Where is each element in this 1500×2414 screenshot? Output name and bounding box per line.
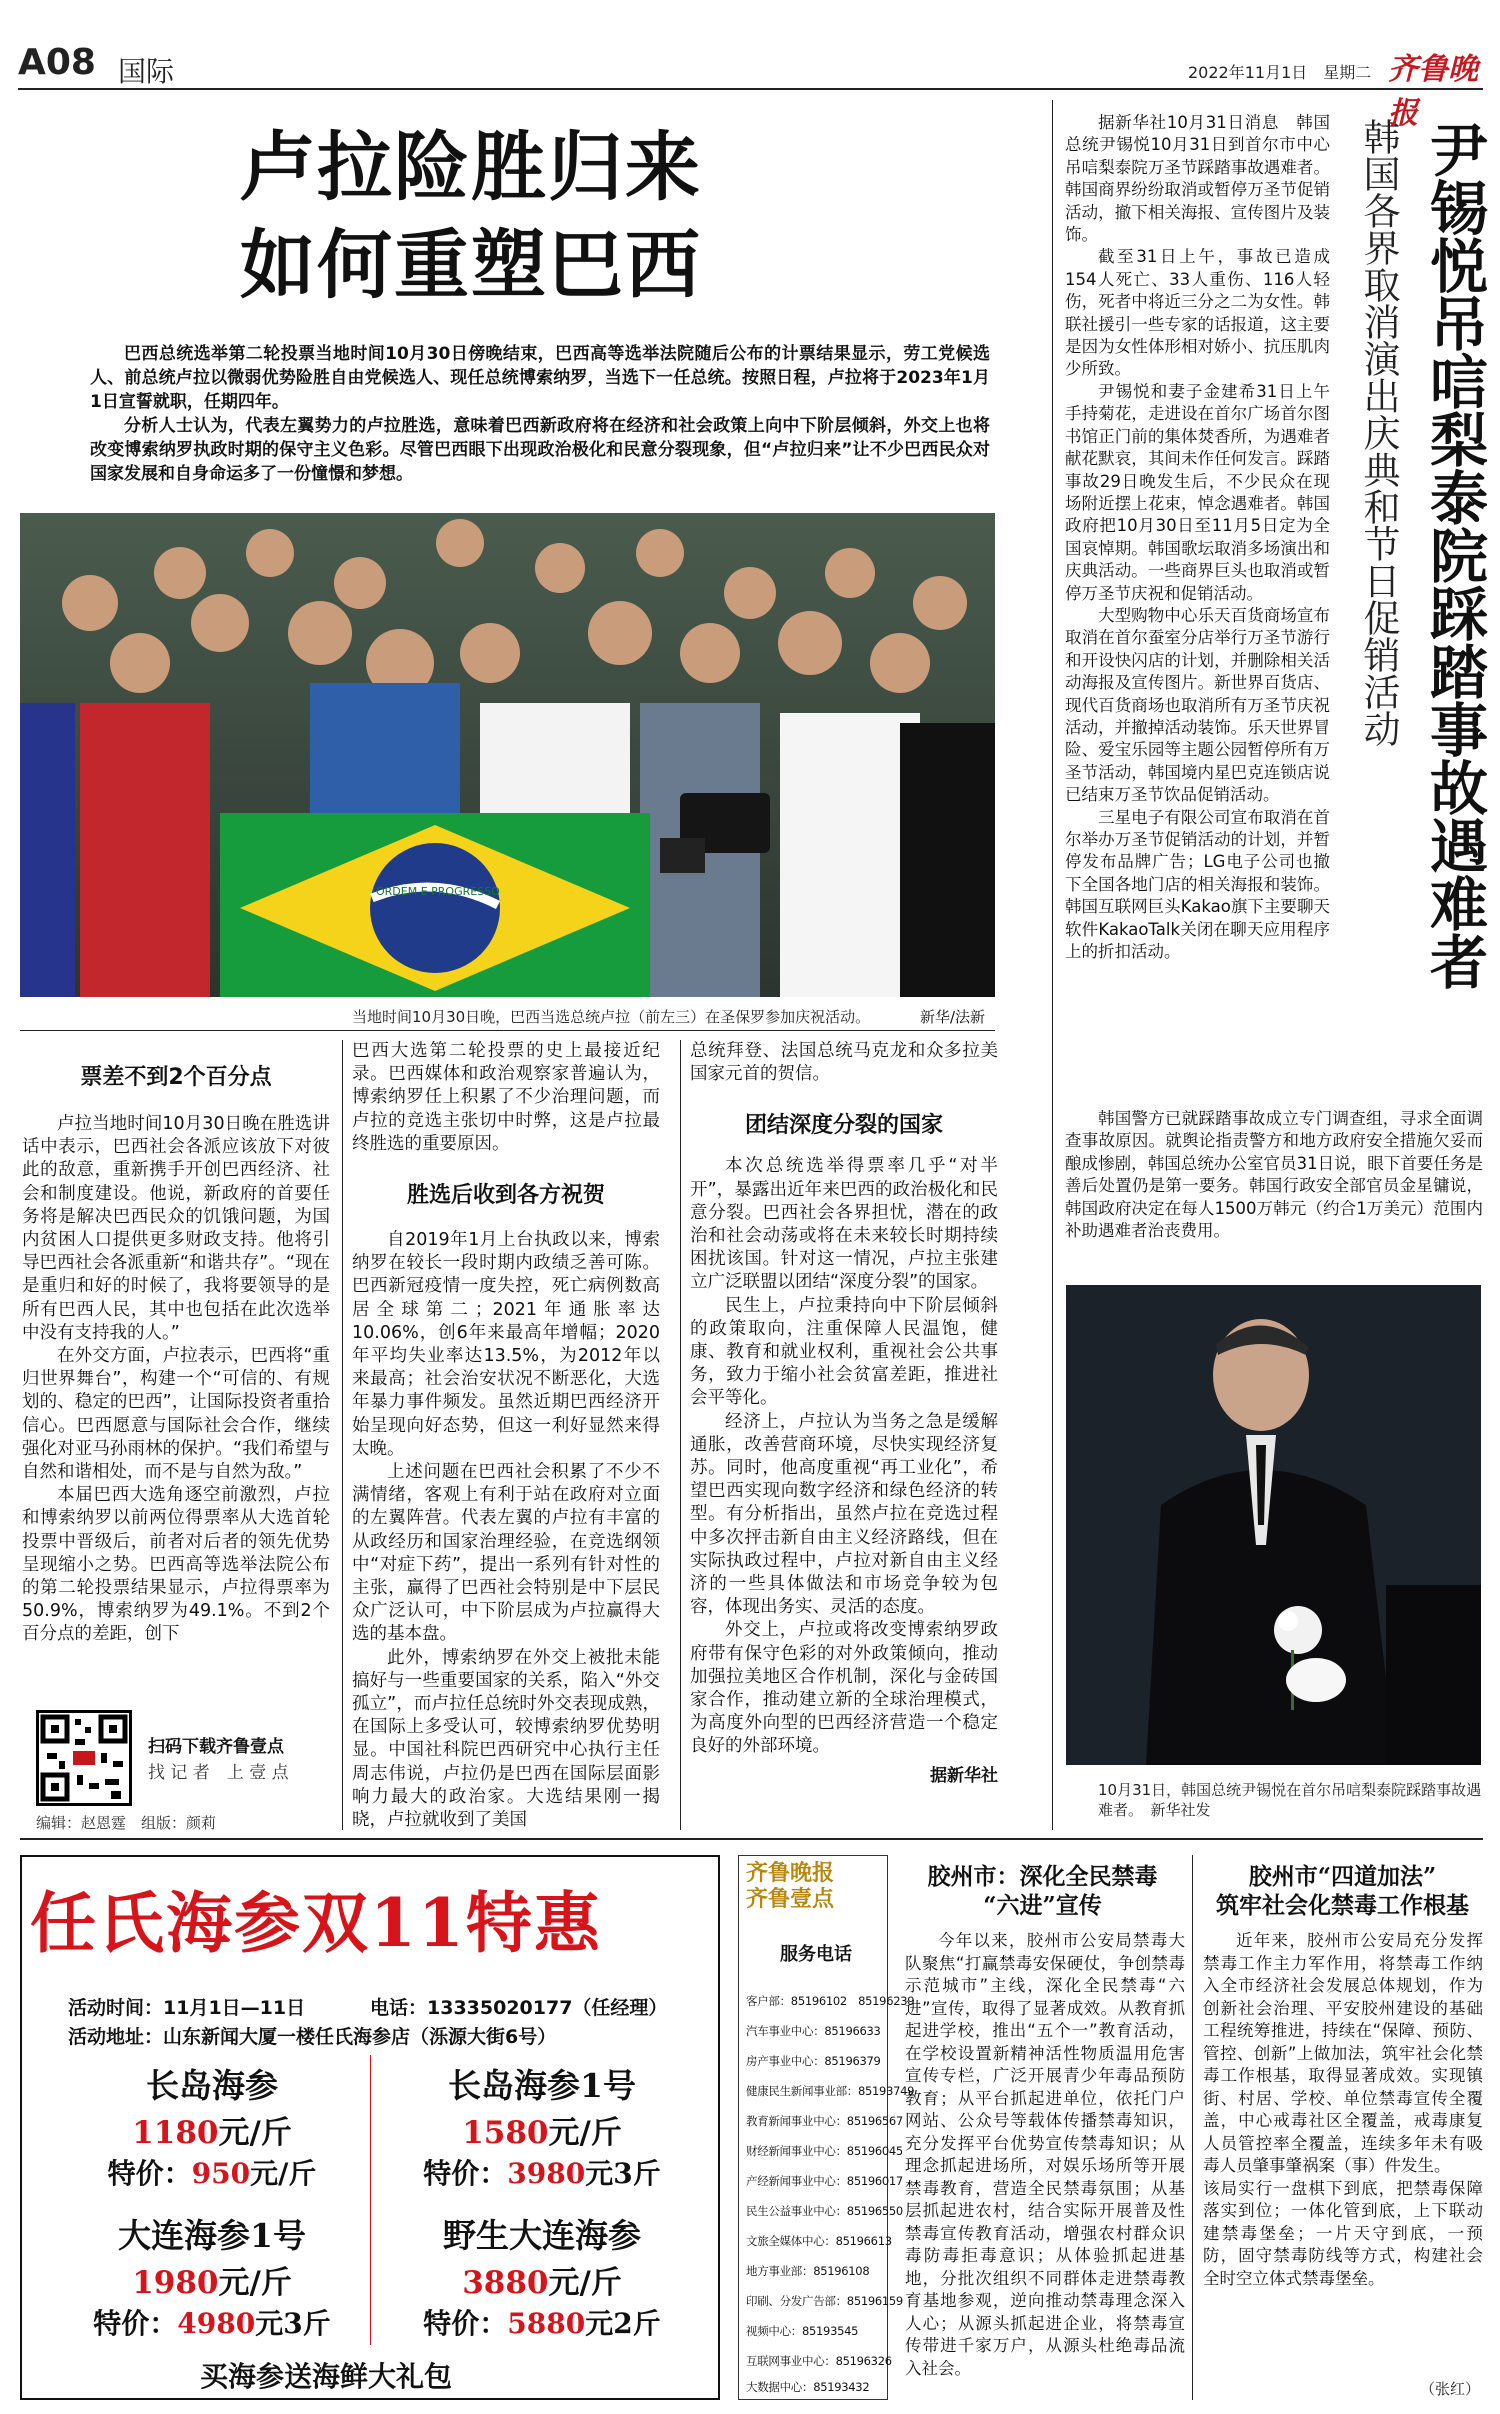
ad-product-price: [392, 2107, 692, 2152]
jiaozhou-right-body: 近年来，胶州市公安局充分发挥禁毒工作主力军作用，将禁毒工作纳入全市经济社会发展总体规划，作为创新社会治理、平安胶州建设的基础工程统筹推进，持续在“保障、预防、管控、创新”上做加法，筑牢社会化禁毒工作根基，取得显著成效。实现镇街、村居、学校、单位禁毒宣传全覆盖，中心戒毒社区全覆盖，戒毒康复人员管控率全覆盖，连续多年未有吸毒人员肇事肇祸案（事）件发生。 该局实行一盘棋下到底，把禁毒保障落实到位；一体化管到底，上下联动建禁毒堡垒；一片天守到底，一预防，固守禁毒防线等方式，构建社会全时空立体式禁毒堡垒。: [1203, 1931, 1483, 2288]
service-row: 客户部：85196102 85196239: [746, 1994, 915, 2008]
ad-product: [392, 2210, 692, 2342]
lead-column-3: [690, 1040, 998, 1786]
body-paragraph: 本次总统选举得票率几乎“对半开”，暴露出近年来巴西的政治极化和民意分裂。巴西社会各界担忧，潜在的政治和社会动荡或将在未来较长时期持续困扰该国。针对这一情况，卢拉主张建立广泛联盟以团结“深度分裂”的国家。: [690, 1156, 998, 1293]
photo-rule: [20, 1030, 995, 1031]
body-paragraph: 自2019年1月上台执政以来，博索纳罗在较长一段时期内政绩乏善可陈。巴西新冠疫情一度失控，死亡病例数高居全球第二；2021年通胀率达10.06%，创6年来最高年增幅；2020年平均失业率达13.5%，为2012年以来最高；社会治安状况不断恶化，大选年暴力事件频发。虽然近期巴西经济开始呈现向好态势，但这一利好显然来得太晚。: [352, 1230, 660, 1459]
ad-product-name: 大连海参1号: [118, 2216, 306, 2255]
headline-line: 胶州市“四道加法”: [1248, 1863, 1437, 1890]
ad-product-special: [392, 2152, 692, 2192]
ad-product-special: [392, 2302, 692, 2342]
service-row: 房产事业中心：85196379: [746, 2054, 881, 2068]
ad-product: [62, 2060, 362, 2192]
special-value: 3980: [507, 2157, 586, 2190]
newspaper-logo: 齐鲁晚报: [1388, 52, 1478, 131]
special-unit: 元3斤: [585, 2157, 661, 2190]
ad-product-price: [62, 2257, 362, 2302]
column-rule: [342, 1040, 343, 1830]
lead-headline-line2: 如何重塑巴西: [240, 221, 703, 309]
special-label: 特价：: [423, 2307, 508, 2340]
korea-subheadline: 韩国各界取消演出庆典和节日促销活动: [1357, 118, 1400, 747]
service-row: 印刷、分发广告部：85196159: [746, 2294, 903, 2308]
special-value: 950: [191, 2157, 251, 2190]
qr-sublabel: 找 记 者 上 壹 点: [148, 1763, 289, 1783]
celebration-photo-illustration: [20, 513, 995, 997]
qr-code[interactable]: [36, 1710, 132, 1806]
body-paragraph: 本届巴西大选角逐空前激烈，卢拉和博索纳罗以前两位得票率从大选首轮投票中晋级后，前者对后者的领先优势呈现缩小之势。巴西高等选举法院公布的第二轮投票结果显示，卢拉得票率为50.9%，博索纳罗为49.1%。不到2个百分点的差距，创下: [22, 1485, 330, 1645]
ad-product-name: 长岛海参: [146, 2066, 278, 2105]
body-paragraph: 在外交方面，卢拉表示，巴西将“重归世界舞台”，构建一个“可信的、有规划的、稳定的巴西”，让国际投资者重拾信心。巴西愿意与国际社会合作，继续强化对亚马孙雨林的保护。“我们希望与自然和谐相处，而不是与自然为敌。”: [22, 1346, 330, 1483]
korea-photo: [1066, 1285, 1481, 1765]
price-unit: 元/斤: [218, 2115, 292, 2151]
lead-intro: [90, 342, 990, 486]
body-paragraph: 外交上，卢拉或将改变博索纳罗政府带有保守色彩的对外政策倾向，推动加强拉美地区合作机制，深化与金砖国家合作，推动建立新的全球治理模式，为高度外向型的巴西经济营造一个稳定良好的外部环境。: [690, 1620, 998, 1757]
ad-product: [62, 2210, 362, 2342]
price-unit: 元/斤: [218, 2265, 292, 2301]
service-brand: [746, 1860, 834, 1912]
ad-product: [392, 2060, 692, 2192]
qr-code-icon: [39, 1713, 129, 1803]
ad-time: 活动时间：11月1日—11日: [68, 1997, 306, 2019]
editor-credit: 编辑：赵恩霆 组版：颜莉: [36, 1814, 217, 1832]
ad-divider: [370, 2055, 371, 2345]
ad-product-price: [62, 2107, 362, 2152]
jiaozhou-left-body: 今年以来，胶州市公安局禁毒大队聚焦“打赢禁毒安保硬仗，争创禁毒示范城市”主线，深化全民禁毒“六进”宣传，取得了显著成效。从教育抓起进学校，推出“五个一”教育活动，在学校设置新精神活性物质温用危害宣传专栏，广泛开展青少年毒品预防教育；从平台抓起进单位，依托门户网站、公众号等载体传播禁毒知识，充分发挥平台优势宣传禁毒知识；从理念抓起进场所，对娱乐场所等开展禁毒教育，营造全民禁毒氛围；从基层抓起进农村，结合实际开展普及性禁毒宣传教育活动，增强农村群众识毒防毒拒毒意识；从体验抓起进基地，分批次组织不同群体走进禁毒教育基地参观，逆向推动禁毒理念深入人心；从源头抓起进企业，将禁毒宣传带进千家万户，从源头杜绝毒品流入社会。: [905, 1931, 1185, 2378]
date-text: 2022年11月1日: [1188, 63, 1308, 82]
price-value: 3880: [462, 2265, 549, 2301]
lead-photo: [20, 513, 995, 997]
special-value: 5880: [507, 2307, 586, 2340]
issue-date: [1188, 60, 1371, 83]
service-row: 大数据中心：85193432: [746, 2380, 870, 2394]
flag-motto: ORDEM E PROGRESSO: [376, 885, 500, 898]
price-value: 1580: [462, 2115, 549, 2151]
body-paragraph: 大型购物中心乐天百货商场宣布取消在首尔蚕室分店举行万圣节游行和开设快闪店的计划，并删除相关活动海报及宣传图片。新世界百货店、现代百货商场也取消所有万圣节庆祝活动，并撤掉活动装饰。乐天世界冒险、爱宝乐园等主题公园暂停所有万圣节活动，韩国境内星巴克连锁店说已结束万圣节饮品促销活动。: [1065, 605, 1330, 805]
special-label: 特价：: [423, 2157, 508, 2190]
price-unit: 元/斤: [548, 2265, 622, 2301]
ad-headline: 任氏海参双11特惠: [30, 1884, 602, 1962]
service-row: 产经新闻事业中心：85196017: [746, 2174, 903, 2188]
korea-body-continued: [1065, 1108, 1483, 1242]
service-row: 汽车事业中心：85196633: [746, 2024, 881, 2038]
headline-line: 胶州市：深化全民禁毒: [927, 1863, 1158, 1890]
body-paragraph: 据新华社10月31日消息 韩国总统尹锡悦10月31日到首尔市中心吊唁梨泰院万圣节踩踏事故遇难者。韩国商界纷纷取消或暂停万圣节促销活动，撤下相关海报、宣传图片及装饰。: [1065, 113, 1330, 245]
column-rule: [1052, 100, 1053, 1830]
body-paragraph: 韩国警方已就踩踏事故成立专门调查组，寻求全面调查事故原因。就舆论指责警方和地方政府安全措施欠妥而酿成惨剧，韩国总统办公室官员31日说，眼下首要任务是善后处置仍是第一要务。韩国行政安全部官员金星镛说，韩国政府决定在每人1500万韩元（约合1万美元）范围内补助遇难者治丧费用。: [1065, 1109, 1483, 1241]
service-row: 教育新闻事业中心：85196567: [746, 2114, 903, 2128]
article-credit: 据新华社: [930, 1765, 998, 1786]
jiaozhou-left-headline: [900, 1862, 1185, 1920]
lead-photo-credit: 新华/法新: [920, 1008, 986, 1026]
ad-product-special: [62, 2152, 362, 2192]
ad-product-name: 长岛海参1号: [448, 2066, 636, 2105]
special-unit: 元2斤: [585, 2307, 661, 2340]
body-paragraph: 民生上，卢拉秉持向中下阶层倾斜的政策取向，注重保障人民温饱，健康、教育和就业权利，重视社会公共事务，致力于缩小社会贫富差距，推进社会平等化。: [690, 1295, 998, 1409]
service-row: 财经新闻事业中心：85196045: [746, 2144, 903, 2158]
special-unit: 元/斤: [250, 2157, 317, 2190]
subhead-vote-gap: 票差不到2个百分点: [80, 1065, 272, 1090]
column-rule: [680, 1040, 681, 1830]
section-name: 国际: [118, 55, 175, 88]
special-label: 特价：: [93, 2307, 178, 2340]
service-row: 互联网事业中心：85196326: [746, 2354, 892, 2368]
column-rule: [1192, 1855, 1193, 2400]
price-value: 1980: [132, 2265, 219, 2301]
lead-intro-paragraph: 分析人士认为，代表左翼势力的卢拉胜选，意味着巴西新政府将在经济和社会政策上向中下阶层倾斜，外交上也将改变博索纳罗执政时期的保守主义色彩。尽管巴西眼下出现政治极化和民意分裂现象，但“卢拉归来”让不少巴西民众对国家发展和自身命运多了一份憧憬和梦想。: [90, 416, 990, 484]
price-value: 1180: [132, 2115, 219, 2151]
brazil-flag: [220, 813, 650, 997]
special-unit: 元3斤: [255, 2307, 331, 2340]
ad-product-price: [392, 2257, 692, 2302]
qr-label: 扫码下载齐鲁壹点: [148, 1737, 284, 1757]
body-paragraph: 卢拉当地时间10月30日晚在胜选讲话中表示，巴西社会各派应该放下对彼此的敌意，重新携手开创巴西经济、社会和制度建设。他说，新政府的首要任务将是解决巴西民众的饥饿问题，为国内贫困人口提供更多财政支持。他将引导巴西社会各派重新“和谐共存”。“现在是重归和好的时候了，我将要领导的是所有巴西人民，其中也包括在此次选举中没有支持我的人。”: [22, 1114, 330, 1343]
header-rule: [18, 88, 1483, 90]
page-number: A08: [18, 42, 96, 83]
ad-address: 活动地址：山东新闻大厦一楼任氏海参店（泺源大街6号）: [68, 2026, 557, 2048]
subhead-congratulations: 胜选后收到各方祝贺: [406, 1183, 605, 1209]
service-row: 地方事业部：85196108: [746, 2264, 870, 2278]
lead-photo-caption: 当地时间10月30日晚，巴西当选总统卢拉（前左三）在圣保罗参加庆祝活动。: [352, 1008, 871, 1026]
special-label: 特价：: [107, 2157, 192, 2190]
body-paragraph: 总统拜登、法国总统马克龙和众多拉美国家元首的贺信。: [690, 1041, 998, 1085]
ad-product-special: [62, 2302, 362, 2342]
service-row: 视频中心：85193545: [746, 2324, 859, 2338]
body-paragraph: 此外，博索纳罗在外交上被批未能搞好与一些重要国家的关系，陷入“外交孤立”，而卢拉任总统时外交表现成熟，在国际上多受认可，较博索纳罗优势明显。中国社科院巴西研究中心执行主任周志伟说，卢拉仍是巴西在国际层面影响力最大的政治家。大选结果刚一揭晓，卢拉就收到了美国: [352, 1647, 660, 1831]
body-paragraph: 巴西大选第二轮投票的史上最接近纪录。巴西媒体和政治观察家普遍认为，博索纳罗任上积累了不少治理问题，而卢拉的竞选主张切中时弊，这是卢拉最终胜选的重要原因。: [352, 1041, 660, 1154]
price-unit: 元/斤: [548, 2115, 622, 2151]
korea-headline: 尹锡悦吊唁梨泰院踩踏事故遇难者: [1420, 120, 1488, 990]
ad-phone: 电话：13335020177（任经理）: [370, 1997, 668, 2019]
ad-product-name: 野生大连海参: [443, 2216, 641, 2255]
lead-headline-line1: 卢拉险胜归来: [240, 123, 703, 211]
body-paragraph: 经济上，卢拉认为当务之急是缓解通胀，改善营商环境，尽快实现经济复苏。同时，他高度重视“再工业化”，希望巴西实现向数字经济和绿色经济的转型。有分析指出，虽然卢拉在竞选过程中多次抨击新自由主义经济路线，但在实际执政过程中，卢拉对新自由主义经济的一些具体做法和市场竞争较为包容，体现出务实、灵活的态度。: [690, 1411, 998, 1618]
body-paragraph: 上述问题在巴西社会积累了不少不满情绪，客观上有利于站在政府对立面的左翼阵营。代表左翼的卢拉有丰富的从政经历和国家治理经验，在竞选纲领中“对症下药”，提出一系列有针对性的主张，赢得了巴西社会特别是中下层民众广泛认可，中下阶层成为卢拉赢得大选的基本盘。: [352, 1462, 660, 1645]
weekday-text: 星期二: [1323, 63, 1372, 82]
service-brand-line: 齐鲁壹点: [746, 1886, 835, 1912]
headline-line: “六进”宣传: [983, 1892, 1102, 1919]
special-value: 4980: [177, 2307, 256, 2340]
service-row: 民生公益事业中心：85196550: [746, 2204, 903, 2218]
ad-gift: 买海参送海鲜大礼包: [200, 2360, 453, 2393]
jiaozhou-credit: （张红）: [1420, 2380, 1481, 2398]
service-brand-line: 齐鲁晚报: [746, 1860, 835, 1886]
body-paragraph: 尹锡悦和妻子金建希31日上午手持菊花，走进设在首尔广场首尔图书馆正门前的集体焚香所，为遇难者献花默哀，其间未作任何发言。踩踏事故29日晚发生后，不少民众在现场附近摆上花束，悼念遇难者。韩国政府把10月30日至11月5日定为全国哀悼期。韩国歌坛取消多场演出和庆典活动。一些商界巨头也取消或暂停万圣节庆祝和促销活动。: [1065, 381, 1330, 603]
headline-line: 筑牢社会化禁毒工作根基: [1216, 1892, 1469, 1919]
lead-intro-paragraph: 巴西总统选举第二轮投票当地时间10月30日傍晚结束，巴西高等选举法院随后公布的计票结果显示，劳工党候选人、前总统卢拉以微弱优势险胜自由党候选人、现任总统博索纳罗，当选下一任总统。按照日程，卢拉将于2023年1月1日宣誓就职，任期四年。: [90, 344, 990, 412]
service-row: 文旅全媒体中心：85196613: [746, 2234, 892, 2248]
lead-column-1: [22, 1040, 330, 1647]
service-title: 服务电话: [780, 1944, 852, 1965]
body-paragraph: 截至31日上午，事故已造成154人死亡、33人重伤、116人轻伤，死者中将近三分之二为女性。韩联社援引一些专家的话报道，这主要是因为女性体形相对娇小、抗压肌肉少所致。: [1065, 247, 1330, 379]
body-paragraph: 三星电子有限公司宣布取消在首尔举办万圣节促销活动的计划，并暂停发布品牌广告；LG电子公司也撤下全国各地门店的相关海报和装饰。韩国互联网巨头Kakao旗下主要聊天软件KakaoTalk关闭在聊天应用程序上的折扣活动。: [1065, 807, 1330, 962]
subhead-unite: 团结深度分裂的国家: [744, 1113, 943, 1139]
lead-headline: [240, 118, 800, 314]
lead-column-2: [352, 1040, 660, 1832]
section-rule: [20, 1838, 1483, 1840]
jiaozhou-right-headline: [1200, 1862, 1485, 1920]
mourning-photo-illustration: [1066, 1285, 1481, 1765]
korea-body: [1065, 112, 1330, 963]
service-row: 健康民生新闻事业部：85193749: [746, 2084, 915, 2098]
korea-photo-caption: 10月31日，韩国总统尹锡悦在首尔吊唁梨泰院踩踏事故遇难者。 新华社发: [1098, 1781, 1482, 1819]
